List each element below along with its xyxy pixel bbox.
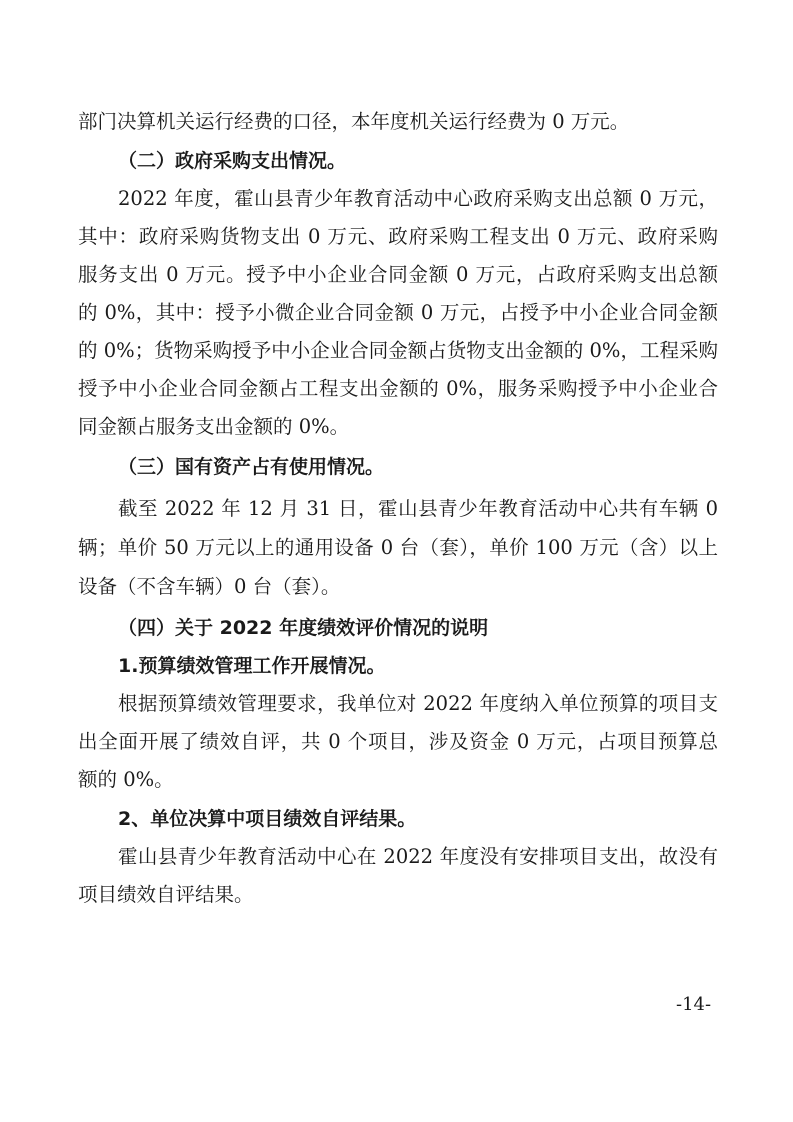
paragraph-line: 其中：政府采购货物支出 0 万元、政府采购工程支出 0 万元、政府采购 [78,225,718,248]
paragraph-line: 服务支出 0 万元。授予中小企业合同金额 0 万元，占政府采购支出总额 [78,263,718,286]
section-heading-procurement: （二）政府采购支出情况。 [118,150,347,172]
paragraph-line: 截至 2022 年 12 月 31 日，霍山县青少年教育活动中心共有车辆 0 [118,497,718,520]
paragraph-line: 霍山县青少年教育活动中心在 2022 年度没有安排项目支出，故没有 [118,845,718,868]
paragraph-line: 2022 年度，霍山县青少年教育活动中心政府采购支出总额 0 万元， [118,187,718,210]
paragraph-line: 辆；单价 50 万元以上的通用设备 0 台（套），单价 100 万元（含）以上 [78,536,718,559]
section-heading-performance: （四）关于 2022 年度绩效评价情况的说明 [118,617,489,639]
paragraph-line: 根据预算绩效管理要求，我单位对 2022 年度纳入单位预算的项目支 [118,692,718,715]
paragraph-line: 项目绩效自评结果。 [78,883,254,906]
subheading-results: 2、单位决算中项目绩效自评结果。 [118,808,417,830]
page-number: -14- [676,994,712,1015]
paragraph-line: 的 0%，其中：授予小微企业合同金额 0 万元，占授予中小企业合同金额 [78,301,718,324]
paragraph-line: 出全面开展了绩效自评，共 0 个项目，涉及资金 0 万元，占项目预算总 [78,730,718,753]
paragraph-line: 额的 0%。 [78,768,174,791]
section-heading-assets: （三）国有资产占有使用情况。 [118,456,385,478]
subheading-management: 1.预算绩效管理工作开展情况。 [118,655,386,677]
paragraph-line: 同金额占服务支出金额的 0%。 [78,415,350,438]
paragraph-line: 设备（不含车辆）0 台（套）。 [78,575,341,598]
paragraph-line: 部门决算机关运行经费的口径，本年度机关运行经费为 0 万元。 [78,110,630,133]
paragraph-line: 授予中小企业合同金额占工程支出金额的 0%，服务采购授予中小企业合 [78,377,718,400]
paragraph-line: 的 0%；货物采购授予中小企业合同金额占货物支出金额的 0%，工程采购 [78,339,718,362]
